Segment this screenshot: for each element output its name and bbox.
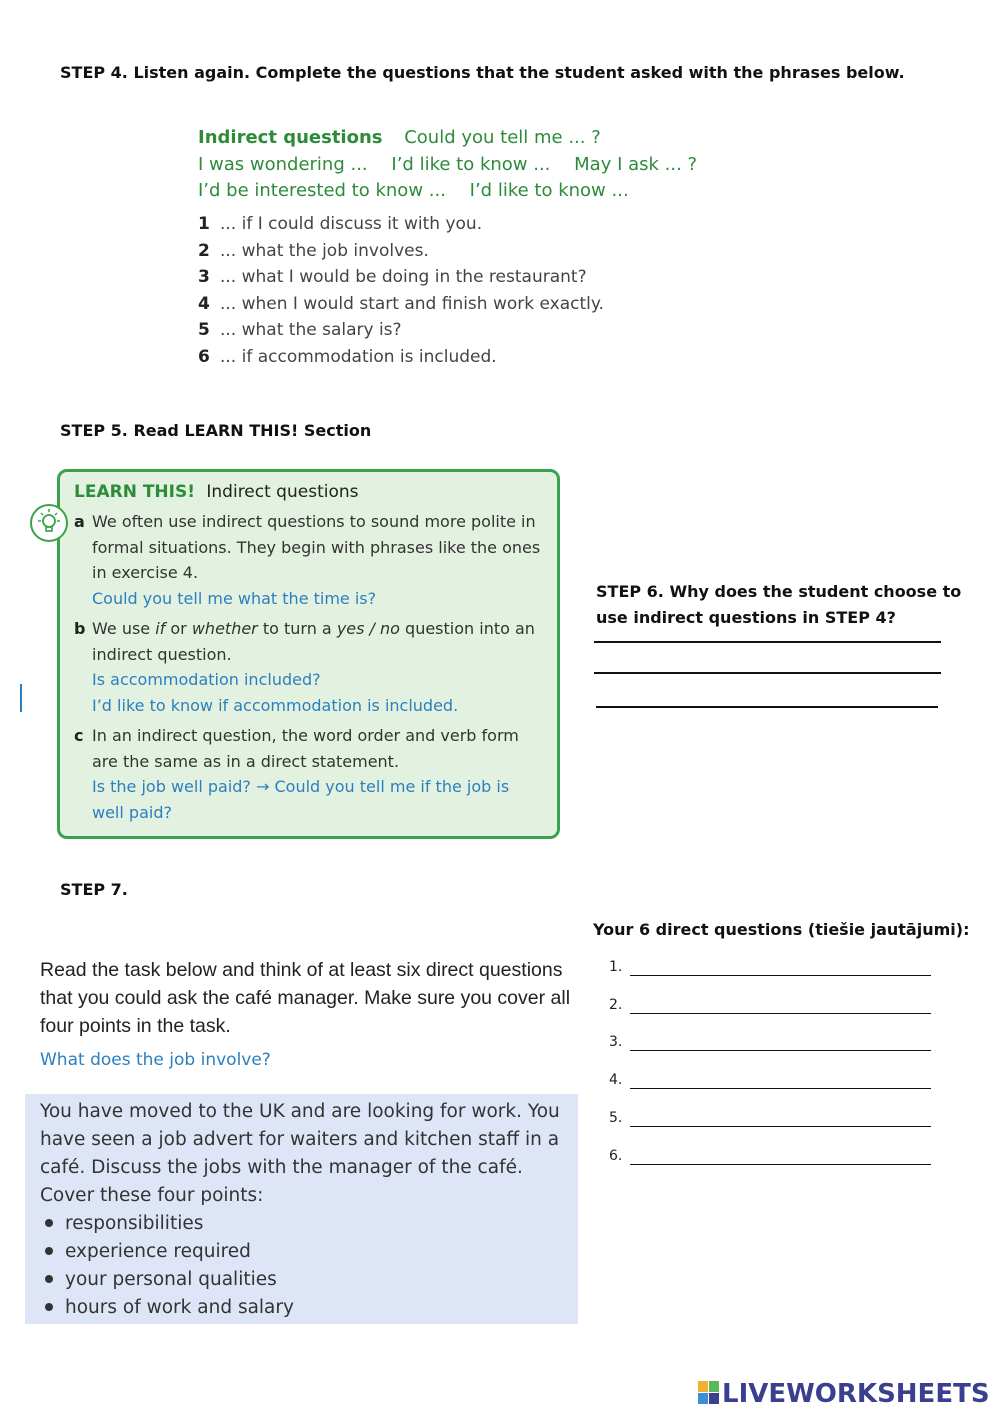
step6-heading: STEP 6. Why does the student choose to use indirect questions in STEP 4?	[596, 582, 962, 627]
rule-c-example: Is the job well paid? → Could you tell me if the job is well paid?	[92, 777, 510, 822]
answer-number: 1.	[609, 959, 623, 975]
rule-b: b We use if or whether to turn a yes / no question into an indirect question. Is accommodation included? I’d like to know if accommodation is included.	[74, 619, 535, 715]
phrase-item: I’d like to know ...	[469, 180, 629, 201]
list-item: 2 ... what the job involves.	[198, 240, 429, 261]
rule-a-example: Could you tell me what the time is?	[92, 588, 377, 608]
answer-line[interactable]	[630, 1013, 931, 1014]
question-list	[198, 211, 604, 371]
answer-line[interactable]	[596, 706, 938, 708]
rule-a: a We often use indirect questions to sound more polite in formal situations. They begin with phrases like the ones in exercise 4. Could you tell me what the time is?	[74, 512, 541, 608]
answer-number: 5.	[609, 1110, 623, 1126]
phrase-item: I’d like to know ...	[391, 153, 551, 175]
list-item: 5 ... what the salary is?	[198, 320, 402, 341]
direct-questions-heading: Your 6 direct questions (tiešie jautājumi):	[593, 920, 970, 939]
learn-this-topic: Indirect questions	[206, 482, 359, 502]
answer-line[interactable]	[630, 1164, 931, 1165]
learn-this-label: LEARN THIS!	[74, 482, 195, 502]
task-point: your personal qualities	[40, 1266, 575, 1294]
answer-line[interactable]	[630, 1126, 931, 1127]
task-point: responsibilities	[40, 1210, 575, 1238]
margin-mark	[20, 684, 22, 712]
list-item: 6 ... if accommodation is included.	[198, 346, 497, 367]
lightbulb-icon	[30, 504, 68, 542]
phrase-item: I’d be interested to know ...	[198, 180, 446, 201]
task-point: hours of work and salary	[40, 1294, 575, 1322]
list-item: 3 ... what I would be doing in the restaurant?	[198, 267, 587, 288]
bullet-icon	[45, 1219, 53, 1227]
task-intro: Read the task below and think of at least six direct questions that you could ask the café manager. Make sure you cover all four points in the task.	[40, 959, 571, 1037]
answer-number: 3.	[609, 1034, 623, 1050]
bullet-icon	[45, 1275, 53, 1283]
list-item: 4 ... when I would start and finish work exactly.	[198, 293, 604, 314]
answer-line[interactable]	[630, 975, 931, 976]
step5-heading: STEP 5. Read LEARN THIS! Section	[60, 421, 372, 440]
phrase-item: Could you tell me ... ?	[404, 127, 601, 148]
phrase-box-title: Indirect questions	[198, 127, 383, 148]
list-item: 1 ... if I could discuss it with you.	[198, 214, 483, 234]
rule-c: c In an indirect question, the word order and verb form are the same as in a direct statement. Is the job well paid? → Could you tell me if the job is well paid?	[74, 726, 519, 822]
rule-b-example-1: Is accommodation included?	[92, 670, 321, 689]
learn-rules	[74, 509, 544, 825]
answer-line[interactable]	[594, 641, 941, 643]
step4-heading: STEP 4. Listen again. Complete the questions that the student asked with the phrases below.	[60, 63, 905, 82]
phrase-item: May I ask ... ?	[574, 153, 698, 175]
learn-this-box	[57, 469, 560, 839]
answer-line[interactable]	[630, 1050, 931, 1051]
liveworksheets-logo: LIVEWORKSHEETS	[722, 1379, 990, 1409]
phrase-box	[198, 127, 697, 207]
example-question: What does the job involve?	[40, 1050, 271, 1070]
bullet-icon	[45, 1303, 53, 1311]
task-point: experience required	[40, 1238, 575, 1266]
bullet-icon	[45, 1247, 53, 1255]
step7-heading: STEP 7.	[60, 880, 128, 899]
answer-number: 2.	[609, 997, 623, 1013]
answer-number: 4.	[609, 1072, 623, 1088]
liveworksheets-logo-icon	[698, 1381, 720, 1405]
rule-b-example-2: I’d like to know if accommodation is included.	[92, 695, 459, 715]
task-text: You have moved to the UK and are looking for work. You have seen a job advert for waiters and kitchen staff in a café. Discuss the jobs with the manager of the café. Cover these four points: responsibilities experience required your personal qualities hours of work and salary	[40, 1098, 575, 1322]
answer-line[interactable]	[630, 1088, 931, 1089]
answer-line[interactable]	[594, 672, 941, 674]
answer-number: 6.	[609, 1148, 623, 1164]
phrase-item: I was wondering ...	[198, 153, 368, 175]
